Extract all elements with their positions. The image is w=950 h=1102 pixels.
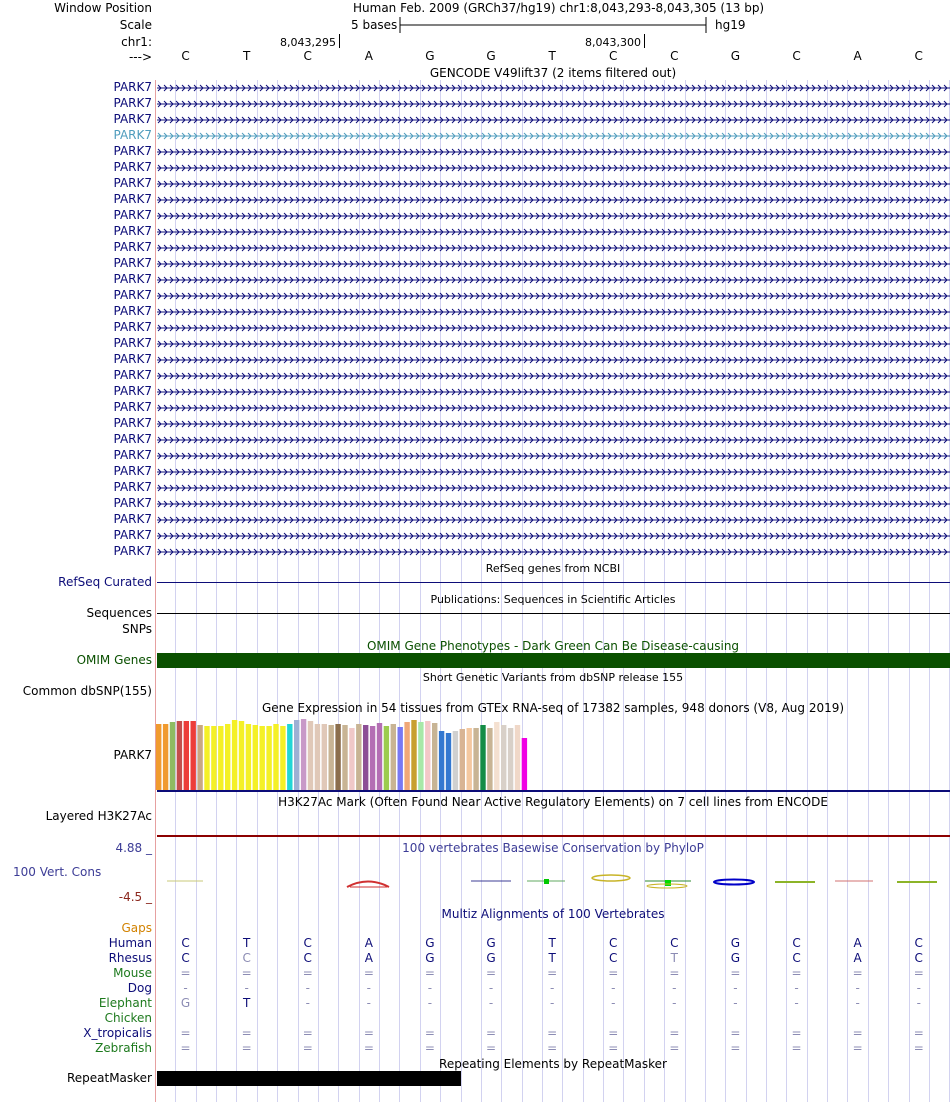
gtex-tissue-bar [501,725,506,790]
gtex-tissue-bar [211,726,216,790]
phylop-score-glyph [714,880,754,885]
multiz-aligned-base: C [242,951,251,965]
multiz-aligned-base: - [488,996,494,1010]
gtex-tissue-bar [273,724,278,790]
multiz-gaps-label[interactable]: Gaps [121,921,152,935]
gencode-transcript-feature[interactable] [157,323,950,333]
gtex-tissue-bar [218,726,223,790]
gencode-transcript-label[interactable]: PARK7 [113,496,152,510]
multiz-aligned-base: A [853,936,862,950]
reference-base: C [303,49,312,63]
gencode-transcript-label[interactable]: PARK7 [113,160,152,174]
multiz-aligned-base: = [608,1026,619,1040]
multiz-aligned-base: - [672,996,677,1010]
gencode-transcript-feature[interactable] [157,147,950,157]
phylop-min-label: -4.5 _ [118,890,152,904]
gencode-transcript-label[interactable]: PARK7 [113,368,152,382]
scale-bar-text: 5 bases [351,18,398,32]
gencode-transcript-label[interactable]: PARK7 [113,224,152,238]
multiz-aligned-base: C [181,936,190,950]
phylop-score-glyph [592,875,630,881]
reference-base: C [181,49,190,63]
gencode-transcript-feature[interactable] [157,371,950,381]
reference-base: C [792,49,801,63]
multiz-species-label[interactable]: Chicken [104,1011,152,1025]
omim-track-label[interactable]: OMIM Genes [76,653,152,667]
refseq-track-label[interactable]: RefSeq Curated [58,575,152,589]
multiz-aligned-base: G [425,936,435,950]
multiz-aligned-base: - [794,981,799,995]
gtex-tissue-bar [487,728,492,790]
gencode-transcript-feature[interactable] [157,467,950,477]
gencode-track-title[interactable]: GENCODE V49lift37 (2 items filtered out) [429,66,677,80]
gencode-transcript-label[interactable]: PARK7 [113,272,152,286]
multiz-aligned-base: = [913,966,924,980]
gencode-transcript-feature[interactable] [157,179,950,189]
multiz-aligned-base: - [183,981,188,995]
coordinate-tick-2 [644,34,645,48]
multiz-aligned-base: - [488,981,494,995]
gtex-tissue-bar [515,725,520,790]
gencode-transcript-feature[interactable] [157,387,950,397]
multiz-aligned-base: = [363,1041,374,1055]
gtex-tissue-bar [280,726,285,790]
multiz-aligned-base: - [611,996,616,1010]
multiz-aligned-base: - [549,981,555,995]
multiz-aligned-base: C [181,951,190,965]
gtex-tissue-bar [204,726,209,790]
dbsnp-track-label[interactable]: Common dbSNP(155) [22,684,152,698]
phylop-score-glyph [544,879,549,884]
gencode-transcript-label[interactable]: PARK7 [113,432,152,446]
multiz-aligned-base: - [855,981,860,995]
multiz-aligned-base: = [486,1026,497,1040]
gencode-transcript-feature[interactable] [157,435,950,445]
gtex-tissue-bar [184,721,189,790]
multiz-aligned-base: = [241,1026,252,1040]
coordinate-label-2: 8,043,300 [585,36,641,49]
multiz-aligned-base: - [366,981,372,995]
multiz-aligned-base: - [427,996,433,1010]
gtex-tissue-bar [225,724,230,790]
multiz-aligned-base: = [180,966,191,980]
multiz-aligned-base: = [730,1026,741,1040]
coordinate-tick-1 [339,34,340,48]
multiz-aligned-base: = [180,1026,191,1040]
reference-base: T [242,49,251,63]
multiz-aligned-base: - [855,996,860,1010]
multiz-aligned-base: = [547,1026,558,1040]
reference-base: C [609,49,618,63]
multiz-aligned-base: A [853,951,862,965]
multiz-aligned-base: - [672,981,677,995]
repeatmasker-element[interactable] [157,1071,461,1086]
reference-base: C [914,49,923,63]
multiz-aligned-base: - [366,996,372,1010]
multiz-aligned-base: = [180,1041,191,1055]
gencode-transcript-feature[interactable] [157,259,950,269]
phylop-track-label[interactable]: 100 Vert. Cons [13,865,102,879]
gtex-tissue-bar [315,724,320,790]
refseq-gene-line[interactable] [157,582,950,583]
multiz-aligned-base: = [730,966,741,980]
gencode-transcript-label[interactable]: PARK7 [113,384,152,398]
multiz-aligned-base: C [303,936,312,950]
multiz-species-label[interactable]: Dog [127,981,152,995]
multiz-aligned-base: = [791,1026,802,1040]
multiz-aligned-base: C [914,936,923,950]
gencode-transcript-feature[interactable] [157,99,950,109]
multiz-aligned-base: = [913,1026,924,1040]
gtex-tissue-bar [494,722,499,790]
multiz-aligned-base: C [609,936,618,950]
gtex-tissue-bar [156,724,161,790]
gtex-tissue-bar [411,720,416,790]
gtex-tissue-bar [287,724,292,790]
multiz-aligned-base: - [611,981,616,995]
h3k27ac-signal-baseline[interactable] [157,835,950,837]
gencode-transcript-feature[interactable] [157,211,950,221]
multiz-aligned-base: - [794,996,799,1010]
multiz-aligned-base: = [363,1026,374,1040]
gtex-expression-bars[interactable] [155,712,555,792]
gtex-tissue-bar [460,729,465,790]
gtex-tissue-bar [377,723,382,790]
gtex-tissue-bar [418,722,423,790]
multiz-aligned-base: T [242,996,251,1010]
gtex-tissue-bar [191,721,196,790]
gencode-transcript-label[interactable]: PARK7 [113,128,152,142]
multiz-aligned-base: T [242,936,251,950]
h3k27ac-track-title[interactable]: H3K27Ac Mark (Often Found Near Active Regulatory Elements) on 7 cell lines from ENCODE [278,795,828,809]
gtex-tissue-bar [453,731,458,790]
multiz-aligned-base: = [913,1041,924,1055]
multiz-aligned-base: G [730,936,741,950]
gtex-tissue-bar [522,738,527,790]
multiz-aligned-base: = [241,966,252,980]
gtex-tissue-bar [391,724,396,790]
gencode-transcript-label[interactable]: PARK7 [113,240,152,254]
phylop-glyphs[interactable] [155,870,950,894]
gencode-transcript-label[interactable]: PARK7 [113,400,152,414]
gtex-tissue-bar [480,725,485,790]
window-position-label: Window Position [54,1,152,15]
gencode-transcript-feature[interactable] [157,515,950,525]
multiz-aligned-base: = [302,1026,313,1040]
gencode-transcript-label[interactable]: PARK7 [113,336,152,350]
repeatmasker-track-label[interactable]: RepeatMasker [66,1071,152,1085]
multiz-aligned-base: = [852,966,863,980]
h3k27ac-track-label[interactable]: Layered H3K27Ac [45,809,152,823]
gencode-transcript-label[interactable]: PARK7 [113,544,152,558]
multiz-aligned-base: = [302,1041,313,1055]
gtex-tissue-bar [446,733,451,790]
multiz-aligned-base: G [730,951,741,965]
reference-base: C [670,49,679,63]
multiz-aligned-base: C [670,936,679,950]
gtex-tissue-bar [335,724,340,790]
multiz-aligned-base: = [669,1041,680,1055]
multiz-aligned-base: = [791,1041,802,1055]
gtex-tissue-bar [370,726,375,790]
multiz-species-label[interactable]: Human [108,936,152,950]
multiz-aligned-base: - [549,996,555,1010]
multiz-aligned-base: C [914,951,923,965]
multiz-aligned-base: T [670,951,679,965]
omim-gene-feature[interactable] [157,653,950,668]
gencode-transcript-label[interactable]: PARK7 [113,96,152,110]
multiz-aligned-base: = [424,966,435,980]
multiz-track-title[interactable]: Multiz Alignments of 100 Vertebrates [441,907,665,921]
gencode-transcript-feature[interactable] [157,483,950,493]
gencode-transcript-label[interactable]: PARK7 [113,304,152,318]
multiz-aligned-base: G [486,936,496,950]
multiz-aligned-base: G [425,951,435,965]
multiz-aligned-base: = [791,966,802,980]
multiz-aligned-base: = [608,1041,619,1055]
multiz-aligned-base: - [916,996,921,1010]
gencode-transcript-label[interactable]: PARK7 [113,512,152,526]
multiz-aligned-base: = [302,966,313,980]
gtex-tissue-bar [467,728,472,790]
multiz-aligned-base: C [303,951,312,965]
multiz-aligned-base: = [852,1041,863,1055]
multiz-aligned-base: = [730,1041,741,1055]
gencode-transcript-label[interactable]: PARK7 [113,352,152,366]
gtex-tissue-bar [197,725,202,790]
gtex-tissue-bar [342,725,347,790]
multiz-aligned-base: = [486,966,497,980]
multiz-aligned-base: - [305,981,310,995]
gencode-transcript-label[interactable]: PARK7 [113,464,152,478]
assembly-position-text: Human Feb. 2009 (GRCh37/hg19) chr1:8,043,293-8,043,305 (13 bp) [353,1,765,15]
multiz-aligned-base: T [548,936,556,950]
multiz-aligned-base: A [364,951,373,965]
gtex-tissue-bar [404,722,409,790]
gtex-tissue-bar [170,722,175,790]
gtex-tissue-bar [432,723,437,790]
multiz-species-label[interactable]: Rhesus [108,951,152,965]
multiz-aligned-base: = [547,966,558,980]
gtex-track-baseline [157,790,950,792]
reference-base: A [853,49,862,63]
gencode-transcript-label[interactable]: PARK7 [113,480,152,494]
gtex-tissue-bar [425,721,430,790]
gtex-track-title[interactable]: Gene Expression in 54 tissues from GTEx RNA-seq of 17382 samples, 948 donors (V8, Aug 2019) [261,701,845,715]
scale-bar [398,16,710,34]
gtex-tissue-bar [163,724,168,790]
gencode-transcript-label[interactable]: PARK7 [113,288,152,302]
scale-label: Scale [119,18,152,32]
reference-base: G [730,49,741,63]
multiz-species-label[interactable]: Mouse [113,966,152,980]
multiz-aligned-base: - [733,996,738,1010]
multiz-aligned-base: = [363,966,374,980]
multiz-aligned-base: - [305,996,310,1010]
reference-base: G [486,49,496,63]
multiz-aligned-base: A [364,936,373,950]
gtex-tissue-bar [260,726,265,790]
multiz-aligned-base: = [669,1026,680,1040]
gencode-transcript-label[interactable]: PARK7 [113,176,152,190]
publications-snps-label[interactable]: SNPs [122,622,152,636]
gencode-transcript-feature[interactable] [157,547,950,557]
strand-label: ---> [128,50,152,64]
multiz-aligned-base: = [424,1041,435,1055]
chrom-label: chr1: [121,35,152,49]
multiz-aligned-base: = [669,966,680,980]
gencode-transcript-label[interactable]: PARK7 [113,192,152,206]
multiz-aligned-base: G [180,996,191,1010]
gencode-transcript-feature[interactable] [157,531,950,541]
gencode-transcript-label[interactable]: PARK7 [113,416,152,430]
gencode-transcript-feature[interactable] [157,451,950,461]
gtex-tissue-bar [177,721,182,790]
phylop-score-glyph [665,880,671,886]
multiz-aligned-base: = [547,1041,558,1055]
multiz-species-label[interactable]: Elephant [98,996,152,1010]
dbsnp-track-title[interactable]: Short Genetic Variants from dbSNP release 155 [422,671,684,684]
gencode-transcript-feature[interactable] [157,115,950,125]
gencode-transcript-feature[interactable] [157,339,950,349]
gencode-transcript-feature[interactable] [157,275,950,285]
multiz-aligned-base: = [424,1026,435,1040]
gtex-tissue-bar [232,720,237,790]
gencode-transcript-feature[interactable] [157,403,950,413]
multiz-aligned-base: - [916,981,921,995]
reference-base: T [548,49,556,63]
gtex-tissue-bar [356,724,361,790]
gencode-transcript-feature[interactable] [157,163,950,173]
multiz-aligned-base: - [733,981,738,995]
gencode-transcript-feature[interactable] [157,195,950,205]
gtex-tissue-bar [301,719,306,790]
gencode-transcript-feature[interactable] [157,83,950,93]
refseq-track-title[interactable]: RefSeq genes from NCBI [485,562,621,575]
gencode-transcript-feature[interactable] [157,355,950,365]
gtex-tissue-bar [266,726,271,790]
gencode-transcript-label[interactable]: PARK7 [113,112,152,126]
gencode-transcript-feature[interactable] [157,131,950,141]
gtex-tissue-bar [384,726,389,790]
gtex-tissue-bar [349,728,354,790]
repeatmasker-track-title[interactable]: Repeating Elements by RepeatMasker [439,1057,667,1071]
coordinate-label-1: 8,043,295 [280,36,336,49]
multiz-aligned-base: = [852,1026,863,1040]
publications-track-title[interactable]: Publications: Sequences in Scientific Articles [430,593,676,606]
gencode-transcript-label[interactable]: PARK7 [113,448,152,462]
gencode-transcript-label[interactable]: PARK7 [113,256,152,270]
gtex-tissue-bar [508,728,513,790]
gtex-track-label[interactable]: PARK7 [113,748,152,762]
multiz-aligned-base: - [244,981,249,995]
scale-db-text: hg19 [715,18,746,32]
phylop-score-glyph [347,882,389,888]
gtex-tissue-bar [239,721,244,790]
gtex-tissue-bar [294,720,299,790]
gtex-tissue-bar [398,727,403,790]
multiz-aligned-base: C [609,951,618,965]
multiz-aligned-base: T [548,951,556,965]
gencode-transcript-label[interactable]: PARK7 [113,528,152,542]
multiz-aligned-base: C [792,951,801,965]
gencode-transcript-feature[interactable] [157,227,950,237]
multiz-aligned-base: C [792,936,801,950]
multiz-aligned-base: = [241,1041,252,1055]
gtex-tissue-bar [322,724,327,790]
reference-base: A [364,49,373,63]
multiz-species-label[interactable]: Zebrafish [95,1041,152,1055]
gtex-tissue-bar [308,721,313,790]
gencode-transcript-feature[interactable] [157,243,950,253]
phylop-track-title[interactable]: 100 vertebrates Basewise Conservation by PhyloP [402,841,704,855]
gencode-transcript-feature[interactable] [157,419,950,429]
gencode-transcript-feature[interactable] [157,291,950,301]
multiz-aligned-base: = [486,1041,497,1055]
gencode-transcript-label[interactable]: PARK7 [113,208,152,222]
gencode-transcript-label[interactable]: PARK7 [113,80,152,94]
gencode-transcript-feature[interactable] [157,499,950,509]
gencode-transcript-label[interactable]: PARK7 [113,320,152,334]
gtex-tissue-bar [439,731,444,790]
phylop-max-label: 4.88 _ [115,841,152,855]
publications-sequences-label[interactable]: Sequences [86,606,152,620]
gencode-transcript-feature[interactable] [157,307,950,317]
multiz-species-label[interactable]: X_tropicalis [83,1026,152,1040]
multiz-aligned-base: = [608,966,619,980]
omim-track-title[interactable]: OMIM Gene Phenotypes - Dark Green Can Be Disease-causing [366,639,740,653]
gtex-tissue-bar [473,728,478,790]
publications-sequence-line[interactable] [157,613,950,614]
gtex-tissue-bar [253,725,258,790]
multiz-aligned-base: - [427,981,433,995]
gtex-tissue-bar [363,725,368,790]
multiz-aligned-base: G [486,951,496,965]
reference-base: G [425,49,435,63]
gtex-tissue-bar [329,725,334,790]
gencode-transcript-label[interactable]: PARK7 [113,144,152,158]
gtex-tissue-bar [246,724,251,790]
